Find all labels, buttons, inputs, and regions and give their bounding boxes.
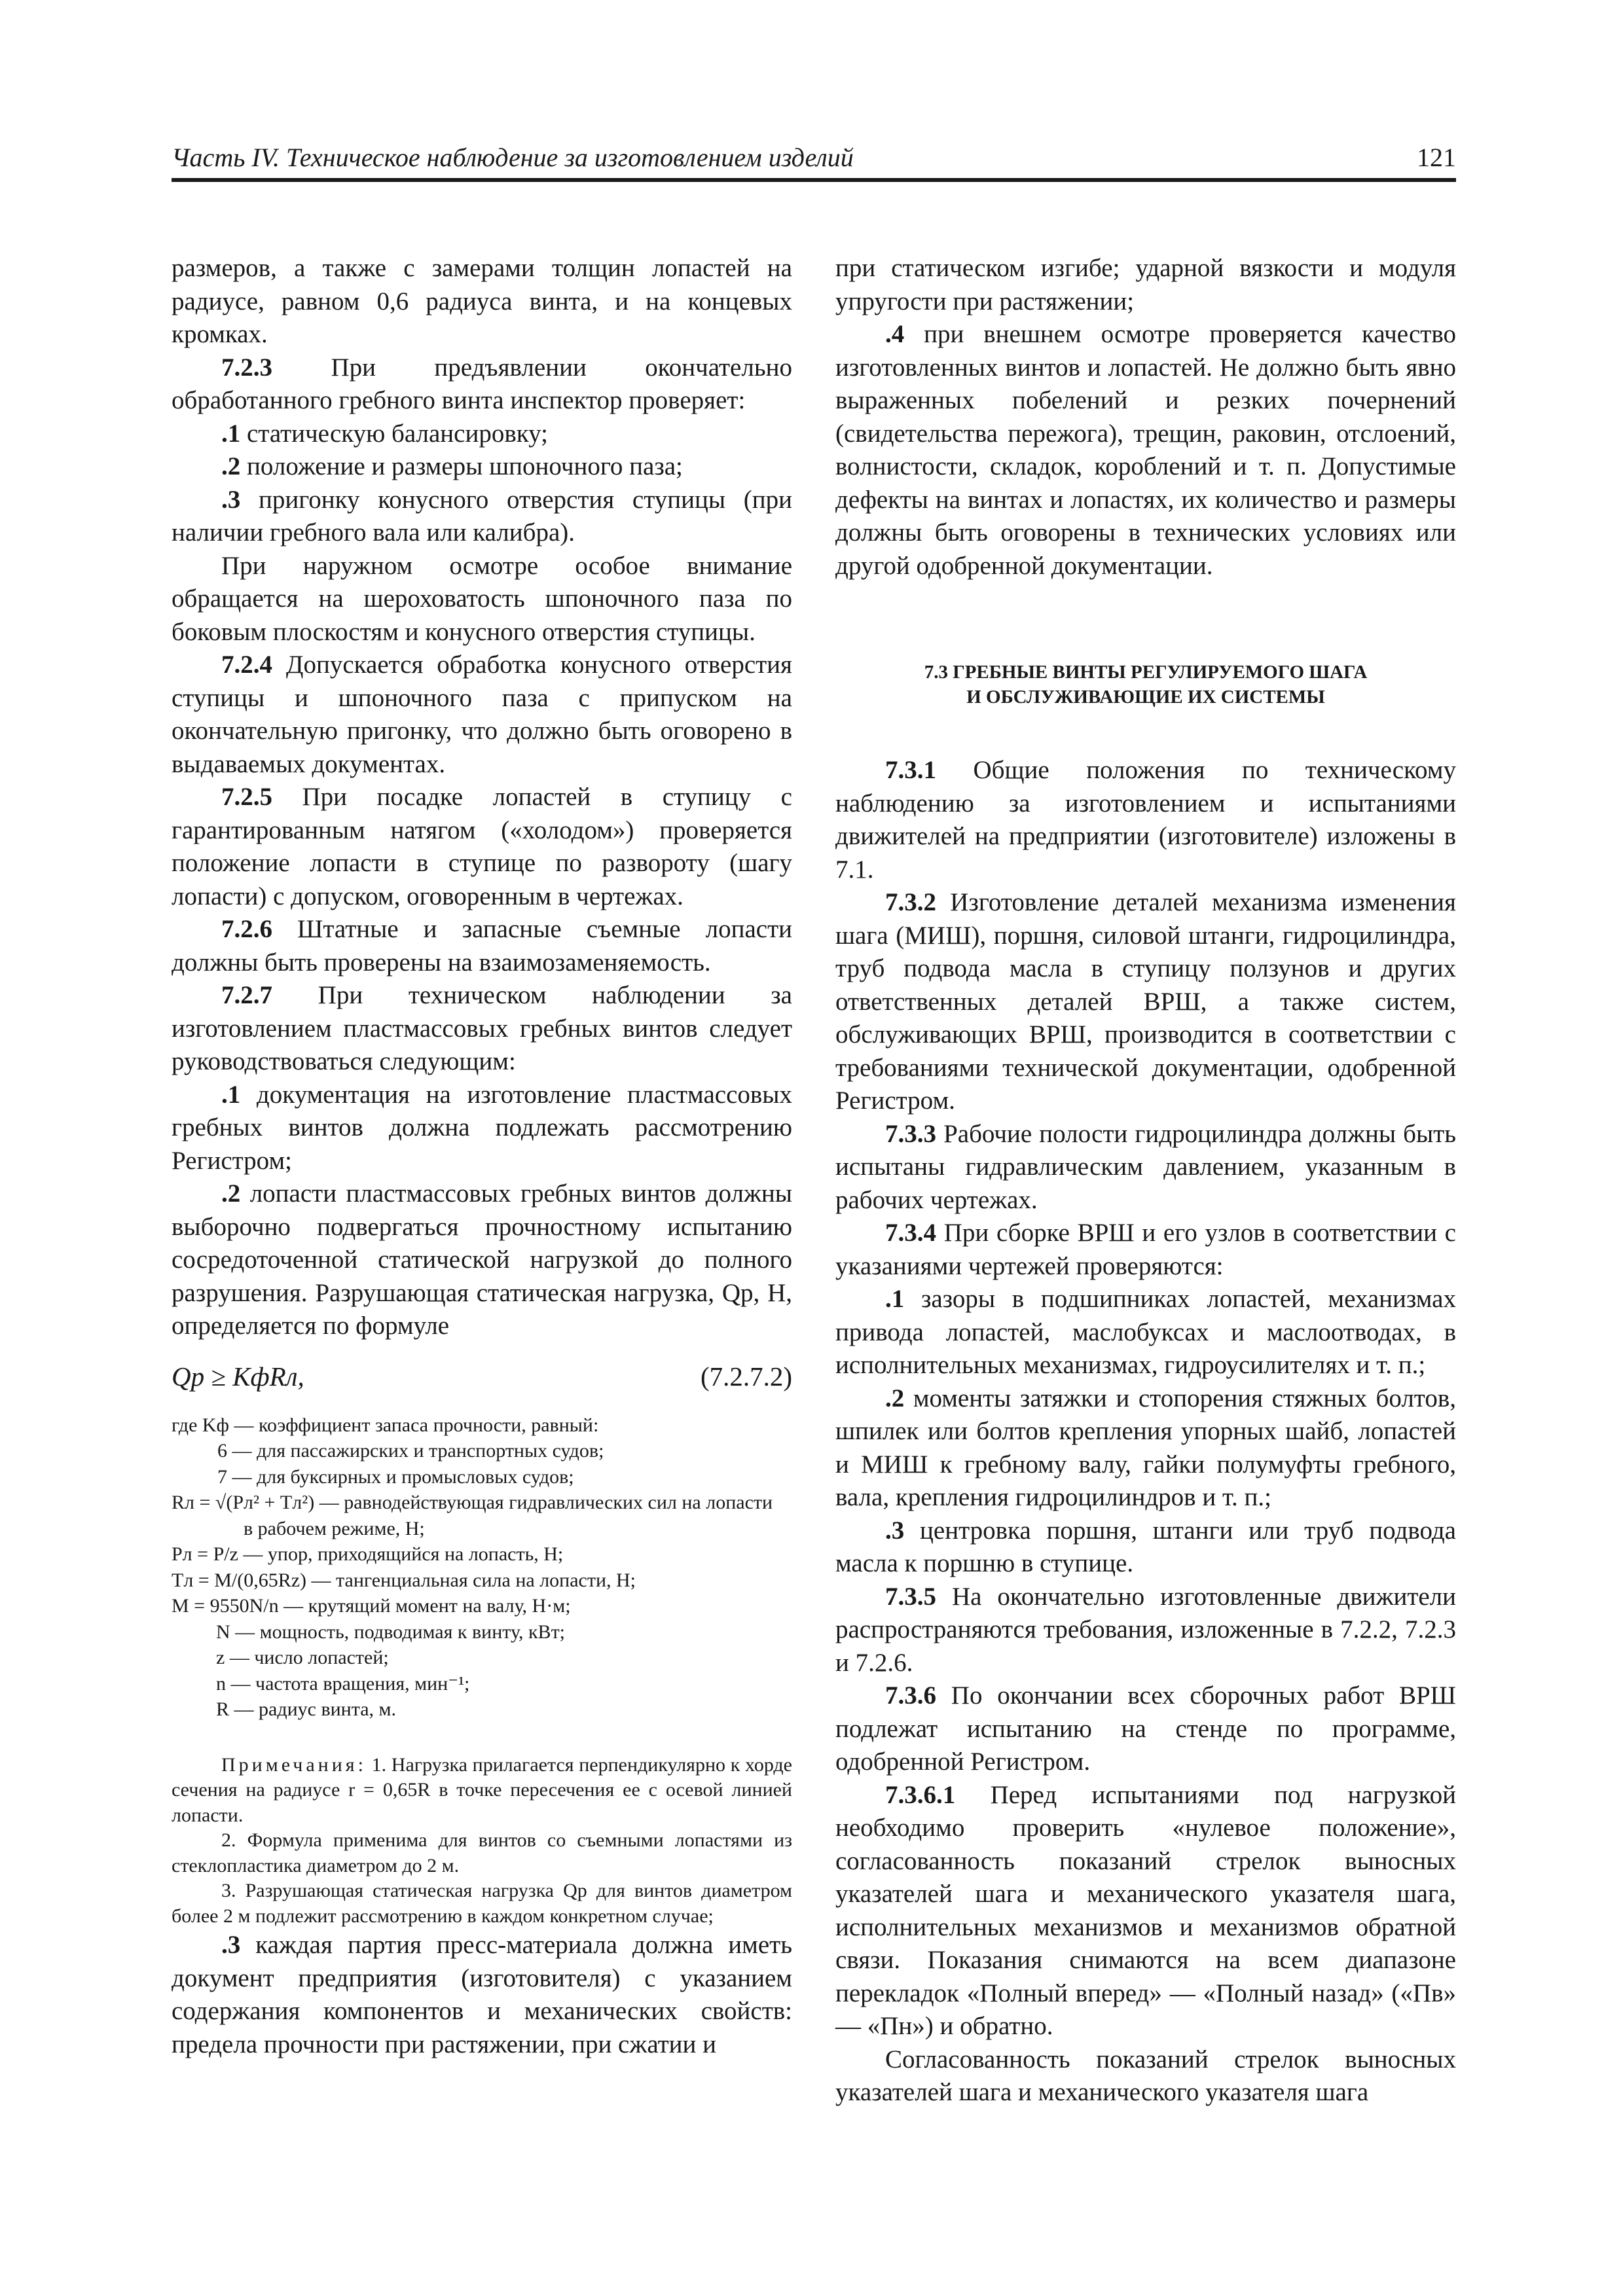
clause-text: Изготовление деталей механизма изменения шага (МИШ), поршня, силовой штанги, гидроцилиндра, труб подвода масла в ступицу ползунов и других ответственных деталей ВРШ, а также систем, обслуживающих ВРШ, производится в соответствии с требованиями технической документации, одобренной Регистром. bbox=[835, 888, 1456, 1115]
legend-line: Tл = M/(0,65Rz) — тангенциальная сила на лопасти, Н; bbox=[172, 1569, 636, 1591]
clause-number: 7.2.5 bbox=[221, 783, 272, 811]
clause-text: Рабочие полости гидроцилиндра должны быть испытаны гидравлическим давлением, указанным в рабочих чертежах. bbox=[835, 1119, 1456, 1214]
paragraph: Согласованность показаний стрелок выносных указателей шага и механического указателя шага bbox=[835, 2045, 1456, 2106]
left-column bbox=[172, 252, 792, 2061]
clause-number: 7.2.4 bbox=[221, 651, 272, 679]
clause-number: 7.2.7 bbox=[221, 981, 272, 1009]
list-item bbox=[835, 1283, 1456, 1382]
item-text: моменты затяжки и стопорения стяжных болтов, шпилек или болтов крепления упорных шайб, лопастей и МИШ к гребному валу, гайки полумуфты гребного, вала, крепления гидроцилиндров и т. п.; bbox=[835, 1384, 1456, 1511]
list-item bbox=[835, 1382, 1456, 1515]
clause-number: 7.3.3 bbox=[885, 1119, 936, 1148]
clause-text: При техническом наблюдении за изготовлением пластмассовых гребных винтов следует руководствоваться следующим: bbox=[172, 981, 792, 1075]
item-number: .3 bbox=[885, 1516, 905, 1545]
paragraph-7-3-1 bbox=[835, 754, 1456, 886]
page-number: 121 bbox=[1417, 143, 1456, 172]
item-number: .2 bbox=[221, 452, 241, 480]
clause-text: Общие положения по техническому наблюдению за изготовлением и испытаниями движителей на предприятии (изготовителе) изложены в 7.1. bbox=[835, 756, 1456, 884]
clause-text: По окончании всех сборочных работ ВРШ подлежат испытанию на стенде по программе, одобренной Регистром. bbox=[835, 1681, 1456, 1776]
clause-number: 7.2.6 bbox=[221, 915, 272, 943]
list-item bbox=[835, 318, 1456, 583]
legend-line: n — частота вращения, мин⁻¹; bbox=[216, 1672, 470, 1695]
paragraph: При наружном осмотре особое внимание обращается на шероховатость шпоночного паза по боковым плоскостям и конусного отверстия ступицы. bbox=[172, 551, 792, 646]
legend-line: N — мощность, подводимая к винту, кВт; bbox=[216, 1621, 566, 1643]
item-number: .1 bbox=[221, 1080, 241, 1109]
item-text: документация на изготовление пластмассовых гребных винтов должна подлежать рассмотрению Регистром; bbox=[172, 1080, 792, 1175]
legend-line: 7 — для буксирных и промысловых судов; bbox=[217, 1465, 574, 1488]
paragraph-7-2-7 bbox=[172, 979, 792, 1079]
legend-line: Pл = P/z — упор, приходящийся на лопасть, Н; bbox=[172, 1543, 564, 1565]
clause-text: При сборке ВРШ и его узлов в соответствии с указаниями чертежей проверяются: bbox=[835, 1219, 1456, 1280]
item-text: каждая партия пресс-материала должна иметь документ предприятия (изготовителя) с указанием содержания компонентов и механических свойств: предела прочности при растяжении, при сжатии и bbox=[172, 1931, 792, 2058]
item-text: положение и размеры шпоночного паза; bbox=[240, 452, 683, 480]
clause-text: Допускается обработка конусного отверстия ступицы и шпоночного паза с припуском на окончательную пригонку, что должно быть оговорено в выдаваемых документах. bbox=[172, 651, 792, 778]
paragraph: размеров, а также с замерами толщин лопастей на радиусе, равном 0,6 радиуса винта, и на концевых кромках. bbox=[172, 254, 792, 348]
legend-line: R — радиус винта, м. bbox=[216, 1698, 397, 1720]
item-text: пригонку конусного отверстия ступицы (при наличии гребного вала или калибра). bbox=[172, 485, 792, 547]
item-number: .1 bbox=[221, 419, 241, 448]
list-item bbox=[172, 1079, 792, 1178]
right-column bbox=[835, 252, 1456, 2109]
clause-number: 7.2.3 bbox=[221, 353, 272, 382]
list-item bbox=[835, 1515, 1456, 1581]
formula-block bbox=[172, 1355, 792, 1397]
formula: Qр ≥ KфRл, bbox=[172, 1361, 304, 1391]
clause-number: 7.3.2 bbox=[885, 888, 936, 916]
paragraph-7-3-2 bbox=[835, 886, 1456, 1118]
clause-text: Штатные и запасные съемные лопасти должны быть проверены на взаимозаменяемость. bbox=[172, 915, 792, 977]
clause-number: 7.3.6 bbox=[885, 1681, 936, 1710]
note-3: 3. Разрушающая статическая нагрузка Qр для винтов диаметром более 2 м подлежит рассмотрению в каждом конкретном случае; bbox=[172, 1880, 792, 1927]
header-rule bbox=[172, 178, 1456, 182]
legend-line: z — число лопастей; bbox=[216, 1647, 389, 1668]
paragraph-7-2-3 bbox=[172, 351, 792, 418]
list-item bbox=[172, 484, 792, 550]
legend-line: Rл = √(Pл² + Tл²) — равнодействующая гидравлических сил на лопасти bbox=[172, 1492, 773, 1513]
item-text: при внешнем осмотре проверяется качество изготовленных винтов и лопастей. Не должно быть явно выраженных побелений и резких почернений (свидетельства пережога), трещин, раковин, отслоений, волнистости, складок, короблений и т. п. Допустимые дефекты на винтах и лопастях, их количество и размеры должны быть оговорены в технических условиях или другой одобренной документации. bbox=[835, 320, 1456, 580]
list-item bbox=[172, 1929, 792, 2061]
clause-text: При посадке лопастей в ступицу с гарантированным натягом («холодом») проверяется положение лопасти в ступице по развороту (шагу лопасти) с допуском, оговоренным в чертежах. bbox=[172, 783, 792, 910]
clause-text: Перед испытаниями под нагрузкой необходимо проверить «нулевое положение», согласованность показаний стрелок выносных указателей шага и механического указателя шага, исполнительных механизмов и механизмов обратной связи. Показания снимаются на всем диапазоне перекладок «Полный вперед» — «Полный назад» («Пв» — «Пн») и обратно. bbox=[835, 1780, 1456, 2040]
note-1 bbox=[172, 1753, 792, 1829]
legend-line: в рабочем режиме, Н; bbox=[244, 1517, 425, 1539]
section-title-line: 7.3 ГРЕБНЫЕ ВИНТЫ РЕГУЛИРУЕМОГО ШАГА bbox=[924, 662, 1368, 683]
notes-block bbox=[172, 1753, 792, 1929]
notes-label: Примечания: bbox=[221, 1753, 367, 1776]
clause-number: 7.3.6.1 bbox=[885, 1780, 956, 1809]
paragraph-7-2-5 bbox=[172, 781, 792, 913]
paragraph-7-3-5 bbox=[835, 1581, 1456, 1680]
legend-line: 6 — для пассажирских и транспортных судов; bbox=[217, 1440, 604, 1462]
item-text: зазоры в подшипниках лопастей, механизмах привода лопастей, маслобуксах и маслоотводах, в исполнительных механизмах, гидроусилителях и т. п.; bbox=[835, 1285, 1456, 1379]
item-number: .4 bbox=[885, 320, 905, 348]
legend-line: M = 9550N/n — крутящий момент на валу, Н·м; bbox=[172, 1595, 571, 1617]
list-item bbox=[172, 1177, 792, 1343]
item-number: .3 bbox=[221, 1931, 241, 1959]
clause-number: 7.3.1 bbox=[885, 756, 936, 784]
clause-number: 7.3.5 bbox=[885, 1582, 936, 1611]
note-2: 2. Формула применима для винтов со съемными лопастями из стеклопластика диаметром до 2 м. bbox=[172, 1829, 792, 1876]
paragraph-7-2-6 bbox=[172, 913, 792, 979]
paragraph-7-3-6-1 bbox=[835, 1779, 1456, 2043]
paragraph-7-3-6 bbox=[835, 1679, 1456, 1779]
item-number: .2 bbox=[221, 1179, 241, 1208]
clause-text: При предъявлении окончательно обработанного гребного винта инспектор проверяет: bbox=[172, 353, 792, 414]
item-number: .1 bbox=[885, 1285, 905, 1313]
clause-text: На окончательно изготовленные движители распространяются требования, изложенные в 7.2.2, 7.2.3 и 7.2.6. bbox=[835, 1582, 1456, 1677]
item-text: статическую балансировку; bbox=[240, 419, 548, 448]
item-text: центровка поршня, штанги или труб подвода масла к поршню в ступице. bbox=[835, 1516, 1456, 1577]
section-title bbox=[835, 660, 1456, 709]
page-header bbox=[172, 137, 1456, 178]
formula-number: (7.2.7.2) bbox=[700, 1361, 792, 1391]
running-title: Часть IV. Техническое наблюдение за изготовлением изделий bbox=[172, 143, 854, 172]
item-number: .2 bbox=[885, 1384, 905, 1412]
list-item bbox=[172, 450, 792, 484]
paragraph-7-3-3 bbox=[835, 1118, 1456, 1217]
clause-number: 7.3.4 bbox=[885, 1219, 936, 1247]
item-text: лопасти пластмассовых гребных винтов должны выборочно подвергаться прочностному испытанию сосредоточенной статической нагрузкой до полного разрушения. Разрушающая статическая нагрузка, Qр, Н, определяется по формуле bbox=[172, 1179, 792, 1340]
section-title-line: И ОБСЛУЖИВАЮЩИЕ ИХ СИСТЕМЫ bbox=[966, 687, 1325, 708]
list-item bbox=[172, 418, 792, 451]
formula-legend bbox=[172, 1412, 792, 1723]
paragraph-7-3-4 bbox=[835, 1217, 1456, 1283]
legend-line: где Kф — коэффициент запаса прочности, равный: bbox=[172, 1414, 599, 1436]
note-text: 1. Нагрузка прилагается перпендикулярно к хорде сечения на радиусе r = 0,65R в точке пересечения ее с осевой линией лопасти. bbox=[172, 1753, 792, 1826]
paragraph: при статическом изгибе; ударной вязкости и модуля упругости при растяжении; bbox=[835, 254, 1456, 315]
paragraph-7-2-4 bbox=[172, 649, 792, 781]
item-number: .3 bbox=[221, 485, 241, 514]
